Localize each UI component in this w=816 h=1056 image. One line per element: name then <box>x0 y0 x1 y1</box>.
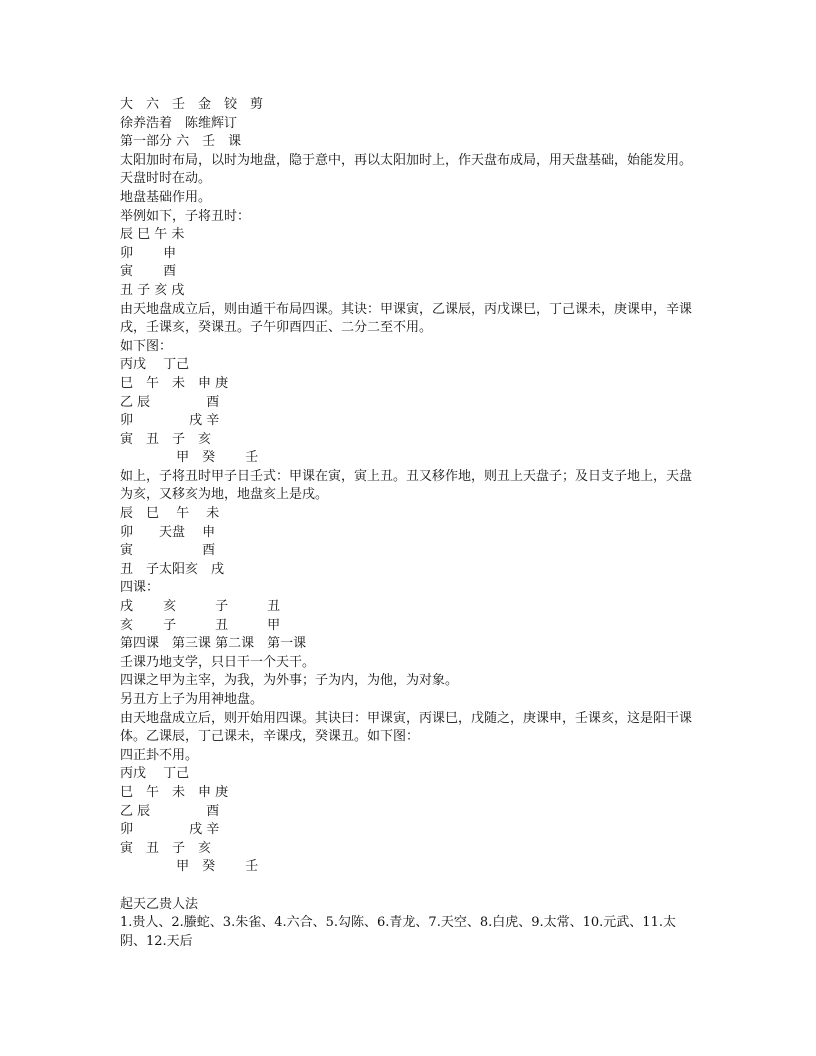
grid-row: 卯 戌 辛 <box>120 822 220 838</box>
paragraph: 太阳加时布局，以时为地盘，隐于意中，再以太阳加时上，作天盘布成局，用天盘基础，始能发用。 <box>120 152 693 168</box>
grid-row: 戌 亥 子 丑 <box>120 599 281 615</box>
earth-plate-grid <box>120 226 700 300</box>
document-page <box>120 96 700 951</box>
grid-row: 亥 子 丑 甲 <box>120 617 281 633</box>
grid-row: 甲 癸 壬 <box>120 450 259 466</box>
grid-row: 丑 子太阳亥 戌 <box>120 561 225 577</box>
lesson-labels: 第四课 第三课 第二课 第一课 <box>120 636 307 652</box>
grid-row: 丙戊 丁己 <box>120 766 190 782</box>
grid-row: 寅 酉 <box>120 543 216 559</box>
part-title: 第一部分 六 壬 课 <box>120 134 242 150</box>
document-authors: 徐养浩着 陈维辉订 <box>120 115 238 131</box>
paragraph: 1.贵人、2.螣蛇、3.朱雀、4.六合、5.勾陈、6.青龙、7.天空、8.白虎、9.太常、10.元武、11.太阴、12.天后 <box>120 915 676 949</box>
paragraph: 四正卦不用。 <box>120 747 199 763</box>
grid-row: 乙 辰 酉 <box>120 394 220 410</box>
grid-row: 寅 丑 子 亥 <box>120 431 212 447</box>
paragraph: 四课： <box>120 580 160 596</box>
document-title: 大 六 壬 金 铰 剪 <box>120 97 264 112</box>
grid-row: 卯 天盘 申 <box>120 524 216 540</box>
paragraph: 由天地盘成立后，则开始用四课。其诀曰：甲课寅，丙课巳，戊随之，庚课申，壬课亥，这是阳干课体。乙课辰，丁己课未，辛课戌，癸课丑。如下图： <box>120 710 693 745</box>
paragraph: 天盘时时在动。 <box>120 171 212 187</box>
grid-row: 巳 午 未 申 庚 <box>120 375 229 391</box>
grid-row: 乙 辰 酉 <box>120 803 220 819</box>
section-title: 起天乙贵人法 <box>120 896 199 912</box>
four-lessons-grid <box>120 598 700 654</box>
grid-row: 丑 子 亥 戌 <box>120 282 185 298</box>
grid-row: 巳 午 未 申 庚 <box>120 784 229 800</box>
grid-row: 卯 戌 辛 <box>120 413 220 429</box>
paragraph: 举例如下，子将丑时： <box>120 208 251 224</box>
grid-row: 寅 丑 子 亥 <box>120 840 212 856</box>
grid-row: 辰 巳 午 未 <box>120 506 220 522</box>
paragraph: 如上，子将丑时甲子日壬式：甲课在寅，寅上丑。丑又移作地，则丑上天盘子；及日支子地上，天盘为亥，又移亥为地，地盘亥上是戌。 <box>120 468 693 503</box>
grid-row: 卯 申 <box>120 245 177 261</box>
paragraph: 如下图： <box>120 338 173 354</box>
paragraph: 由天地盘成立后，则由遁干布局四课。其诀：甲课寅，乙课辰，丙戊课巳，丁己课未，庚课申，辛课戌，壬课亥，癸课丑。子午卯酉四正、二分二至不用。 <box>120 301 693 336</box>
grid-row: 丙戊 丁己 <box>120 357 190 373</box>
grid-row: 辰 巳 午 未 <box>120 227 185 243</box>
paragraph: 地盘基础作用。 <box>120 189 212 205</box>
grid-row: 寅 酉 <box>120 264 177 280</box>
paragraph: 四课之甲为主宰，为我，为外事；子为内，为他，为对象。 <box>120 673 459 689</box>
stem-layout-grid-2 <box>120 765 700 877</box>
stem-layout-grid <box>120 356 700 468</box>
paragraph: 壬课乃地支学，只日干一个天干。 <box>120 654 316 670</box>
paragraph: 另丑方上子为用神地盘。 <box>120 692 264 707</box>
heaven-plate-grid <box>120 505 700 579</box>
grid-row: 甲 癸 壬 <box>120 859 259 875</box>
spacer <box>120 877 700 896</box>
